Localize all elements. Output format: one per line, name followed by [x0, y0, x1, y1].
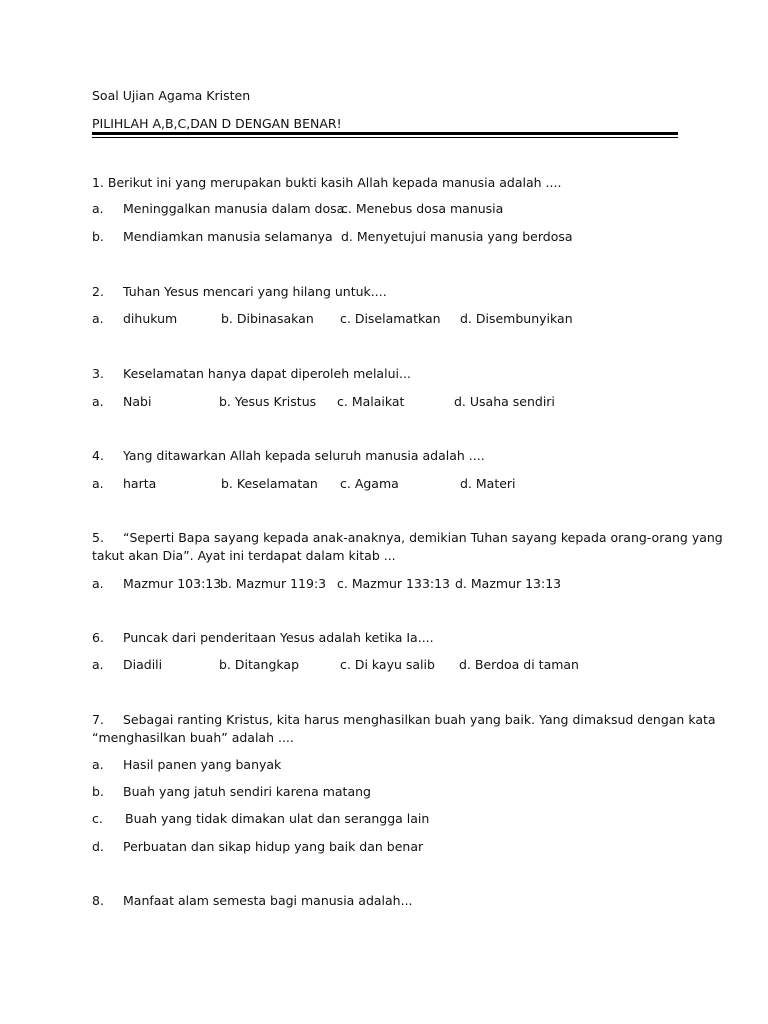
- question-6-text: Puncak dari penderitaan Yesus adalah ketika Ia....: [123, 630, 434, 645]
- divider-thin: [92, 137, 678, 138]
- option-letter: a.: [92, 576, 104, 591]
- option-letter: a.: [92, 311, 104, 326]
- option-letter: b.: [92, 784, 104, 799]
- option-c: c. Malaikat: [337, 394, 405, 409]
- option-c: Buah yang tidak dimakan ulat dan serangga lain: [125, 811, 430, 826]
- question-number: 7.: [92, 712, 104, 727]
- option-d: d. Mazmur 13:13: [455, 576, 562, 591]
- option-letter: a.: [92, 657, 104, 672]
- option-a: Diadili: [123, 657, 163, 672]
- option-b: b. Dibinasakan: [221, 311, 314, 326]
- option-d: d. Disembunyikan: [460, 311, 573, 326]
- option-d: Perbuatan dan sikap hidup yang baik dan benar: [123, 839, 424, 854]
- question-5-text-line2: takut akan Dia”. Ayat ini terdapat dalam kitab ...: [92, 548, 396, 563]
- option-letter: d.: [92, 839, 104, 854]
- question-3-text: Keselamatan hanya dapat diperoleh melalui...: [123, 366, 411, 381]
- option-c: c. Agama: [340, 476, 399, 491]
- option-a: Nabi: [123, 394, 152, 409]
- question-2-text: Tuhan Yesus mencari yang hilang untuk....: [123, 284, 387, 299]
- option-letter: a.: [92, 201, 104, 216]
- question-number: 8.: [92, 893, 104, 908]
- instruction: PILIHLAH A,B,C,DAN D DENGAN BENAR!: [92, 116, 342, 131]
- option-c: c. Diselamatkan: [340, 311, 441, 326]
- option-d: d. Usaha sendiri: [454, 394, 555, 409]
- option-a: dihukum: [123, 311, 178, 326]
- option-c: c. Di kayu salib: [340, 657, 435, 672]
- question-5-text-line1: “Seperti Bapa sayang kepada anak-anaknya, demikian Tuhan sayang kepada orang-orang yang: [123, 530, 723, 545]
- question-number: 3.: [92, 366, 104, 381]
- question-1-text: 1. Berikut ini yang merupakan bukti kasih Allah kepada manusia adalah ....: [92, 175, 562, 190]
- question-8-text: Manfaat alam semesta bagi manusia adalah...: [123, 893, 413, 908]
- question-number: 6.: [92, 630, 104, 645]
- option-d: d. Berdoa di taman: [459, 657, 579, 672]
- option-a: harta: [123, 476, 157, 491]
- document-title: Soal Ujian Agama Kristen: [92, 88, 251, 103]
- option-d: d. Materi: [460, 476, 516, 491]
- question-number: 2.: [92, 284, 104, 299]
- option-b: Mendiamkan manusia selamanya: [123, 229, 333, 244]
- divider-thick: [92, 132, 678, 135]
- option-letter: a.: [92, 757, 104, 772]
- option-c: c. Mazmur 133:13: [337, 576, 451, 591]
- question-number: 5.: [92, 530, 104, 545]
- option-letter: b.: [92, 229, 104, 244]
- option-b: b. Keselamatan: [221, 476, 318, 491]
- option-b: b. Yesus Kristus: [219, 394, 317, 409]
- question-7-text-line2: “menghasilkan buah” adalah ....: [92, 730, 294, 745]
- question-4-text: Yang ditawarkan Allah kepada seluruh manusia adalah ....: [123, 448, 485, 463]
- option-a: Mazmur 103:13: [123, 576, 222, 591]
- option-letter: c.: [92, 811, 103, 826]
- option-d: d. Menyetujui manusia yang berdosa: [341, 229, 573, 244]
- option-b: b. Ditangkap: [219, 657, 300, 672]
- option-letter: a.: [92, 476, 104, 491]
- option-a: Meninggalkan manusia dalam dosa: [123, 201, 345, 216]
- option-c: c. Menebus dosa manusia: [341, 201, 504, 216]
- option-letter: a.: [92, 394, 104, 409]
- question-7-text-line1: Sebagai ranting Kristus, kita harus menghasilkan buah yang baik. Yang dimaksud dengan kata: [123, 712, 716, 727]
- option-b: Buah yang jatuh sendiri karena matang: [123, 784, 371, 799]
- option-b: b. Mazmur 119:3: [220, 576, 327, 591]
- question-number: 4.: [92, 448, 104, 463]
- option-a: Hasil panen yang banyak: [123, 757, 282, 772]
